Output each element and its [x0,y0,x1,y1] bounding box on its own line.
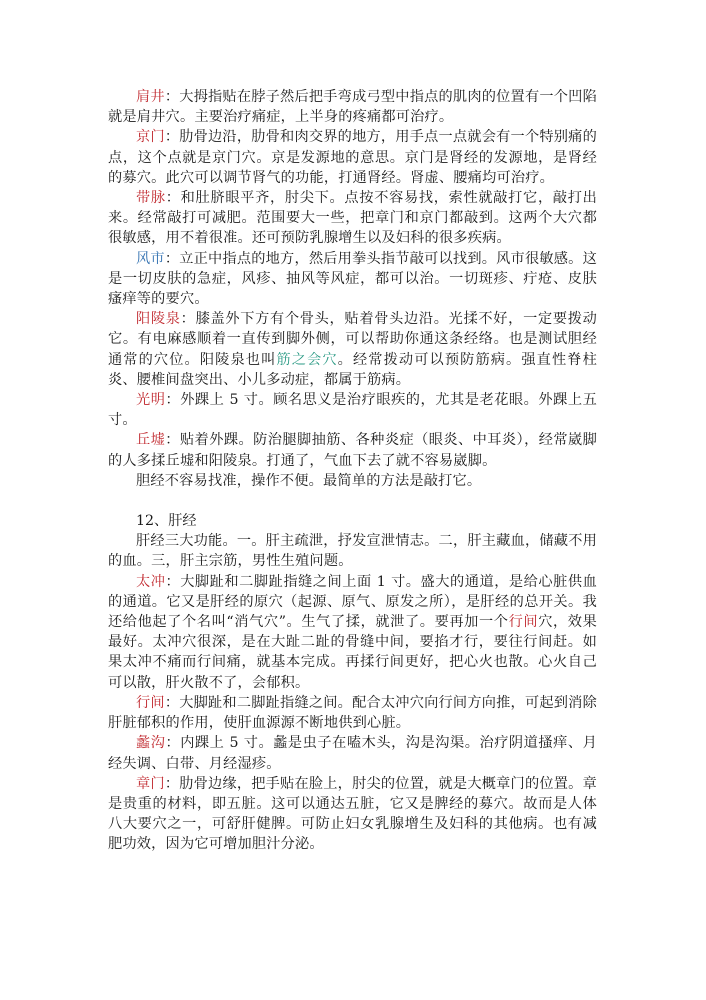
paragraph-text: 膝盖外下方有个骨头，贴着骨头边沿。光揉不好，一定要拨动它。有电麻感顺着一直传到脚外侧，可以帮助你通这条经络。也是测试胆经通常的穴位。阳陵泉也叫 [108,311,597,368]
paragraph-xingjian [108,693,597,733]
paragraph-text: 大脚趾和二脚趾指缝之间上面 1 寸。盛大的通道，是给心脏供血的通道。它又是肝经的原穴（起源、原气、原发之所），是肝经的总开关。我还给他起了个名叫“消气穴”。生气了揉，就泄了。要再加一个 [108,573,597,631]
acupoint-term-qiuxu: 丘墟 [136,432,166,449]
paragraph-text: 贴着外踝。防治腿脚抽筋、各种炎症（眼炎、中耳炎），经常崴脚的人多揉丘墟和阳陵泉。打通了，气血下去了就不容易崴脚。 [108,432,598,469]
term-colon: ： [165,190,181,207]
term-colon: ： [165,735,181,752]
term-colon: ： [165,392,181,409]
paragraph-ganjing-intro [108,531,597,571]
paragraph-text: 肋骨边缘，把手贴在脸上，肘尖的位置，就是大概章门的位置。章是贵重的材料，即五脏。这可以通达五脏，它又是脾经的募穴。故而是人体八大要穴之一，可舒肝健脾。可防止妇女乳腺增生及妇科的其他病。也有减肥功效，因为它可增加胆汁分泌。 [108,775,597,853]
paragraph-guangming [108,390,597,430]
term-colon: ： [165,573,181,590]
highlighted-term-jinzhihuixue: 筋之会穴 [276,351,338,368]
paragraph-jianjing [108,87,597,127]
paragraph-daimai [108,188,597,249]
acupoint-term-xingjian: 行间 [136,694,165,711]
acupoint-term-guangming: 光明 [136,392,166,409]
paragraph-qiuxu [108,430,597,470]
paragraph-jingmen [108,127,597,188]
paragraph-text: 穴，效果最好。太冲穴很深，是在大趾二趾的骨缝中间，要掐才行，要往行间赶。如果太冲不痛而行间痛，就基本完成。再揉行间更好，把心火也散。心火自己可以散，肝火散不了，会郁积。 [108,614,597,691]
paragraph-text: 胆经不容易找准，操作不便。最简单的方法是敲打它。 [136,472,482,489]
acupoint-term-jianjing: 肩井 [136,89,165,105]
paragraph-text: 大脚趾和二脚趾指缝之间。配合太冲穴向行间方向推，可起到消除肝脏郁积的作用，使肝血源源不断地供到心脏。 [108,694,597,732]
paragraph-zhangmen [108,774,597,855]
paragraph-text: 肝经三大功能。一。肝主疏泄，抒发宣泄情志。二，肝主藏血，储藏不用的血。三，肝主宗筋，男性生殖问题。 [108,533,597,570]
term-colon: ： [164,694,180,711]
paragraph-taichong [108,572,597,693]
paragraph-fengshi [108,249,597,310]
paragraph-text: 立正中指点的地方，然后用拳头指节敲可以找到。风市很敏感。这是一切皮肤的急症，风疹、抽风等风症，都可以治。一切斑疹、疔疮、皮肤瘙痒等的要穴。 [108,250,597,308]
term-colon: ： [164,250,180,267]
term-colon: ： [164,775,180,792]
term-colon: ： [165,432,180,449]
acupoint-term-jingmen: 京门 [136,129,165,146]
acupoint-term-taichong: 太冲 [136,573,166,590]
acupoint-term-zhangmen: 章门 [136,775,165,792]
paragraph-text: 和肚脐眼平齐，肘尖下。点按不容易找，索性就敲打它，敲打出来。经常敲打可减肥。范围要大一些，把章门和京门都敲到。这两个大穴都很敏感，用不着很准。还可预防乳腺增生以及妇科的很多疾病。 [108,190,597,247]
acupoint-term-ligou: 蠡沟 [136,735,166,752]
paragraph-ligou [108,733,597,773]
term-colon: ： [180,311,196,328]
paragraph-text: 内踝上 5 寸。蠡是虫子在嗑木头，沟是沟渠。治疗阴道搔痒、月经失调、白带、月经湿疹。 [108,735,597,772]
acupoint-term-daimai: 带脉 [136,190,166,207]
term-colon: ： [164,89,180,105]
paragraph-text: 。经常拨动可以预防筋病。强直性脊柱炎、腰椎间盘突出、小儿多动症，都属于筋病。 [108,351,597,388]
acupoint-term-fengshi: 风市 [136,250,165,267]
acupoint-term-yanglingquan: 阳陵泉 [136,311,181,328]
paragraph-yanglingquan [108,309,597,390]
section-spacer [108,491,597,511]
paragraph-text: 肋骨边沿，肋骨和肉交界的地方，用手点一点就会有一个特别痛的点，这个点就是京门穴。京是发源地的意思。京门是肾经的发源地，是肾经的募穴。此穴可以调节肾气的功能，打通肾经。肾虚、腰痛均可治疗。 [108,129,597,186]
term-colon: ： [164,129,180,146]
highlighted-term-xingjian: 行间 [508,614,539,631]
paragraph-text: 大拇指贴在脖子然后把手弯成弓型中指点的肌肉的位置有一个凹陷就是肩井穴。主要治疗痛症，上半身的疼痛都可治疗。 [108,89,597,126]
paragraph-text: 外踝上 5 寸。顾名思义是治疗眼疾的，尤其是老花眼。外踝上五寸。 [108,392,597,429]
paragraph-danjing-note [108,471,597,491]
section-heading-ganjing: 12、肝经 [136,513,197,530]
